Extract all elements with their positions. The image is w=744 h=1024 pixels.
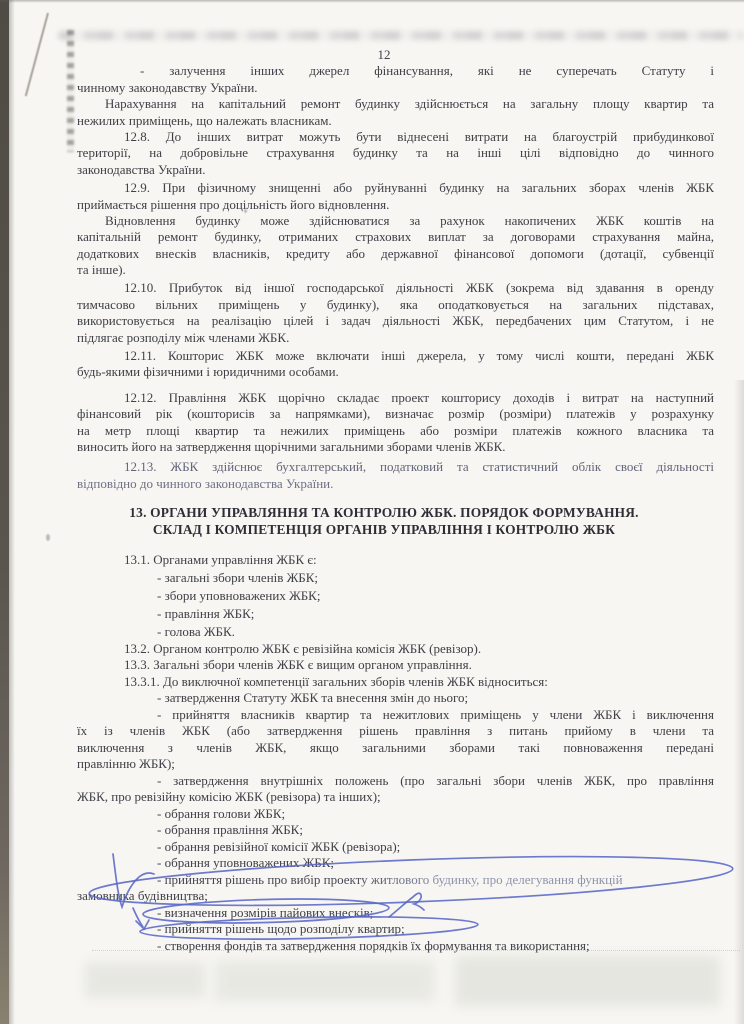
- text-line: Нарахування на капітальний ремонт будинку здійснюється на загальну площу квартир та: [105, 96, 714, 112]
- text-line: нежилих приміщень, що належать власникам.: [77, 112, 332, 128]
- text-line: 12.12. Правління ЖБК щорічно складає проект кошторису доходів і витрат на наступний: [124, 389, 714, 405]
- list-item: - збори уповноважених ЖБК;: [157, 587, 321, 603]
- list-item: - обрання уповноважених ЖБК;: [157, 855, 335, 871]
- text-line: 12.9. При фізичному знищенні або руйнуванні будинку на загальних зборах членів ЖБК: [124, 180, 714, 196]
- text-line: чинному законодавству України.: [77, 79, 258, 95]
- text-line: правлінню ЖБК);: [77, 756, 175, 772]
- text-line: їх із членів ЖБК (або затвердження рішень правління з питань прийому в члени та: [77, 723, 714, 739]
- list-item: - створення фондів та затвердження порядків їх формування та використання;: [157, 937, 590, 953]
- text-line: - залучення інших джерел фінансування, які не суперечать Статуту і: [140, 63, 714, 79]
- text-line: приймається рішення про доцільність його відновлення.: [77, 196, 390, 212]
- scan-speck: [46, 534, 50, 541]
- text-line: Відновлення будинку може здійснюватися за рахунок накопичених ЖБК коштів на: [105, 212, 714, 228]
- bleedthrough-blob: [85, 962, 205, 998]
- scan-smear-top: [58, 31, 744, 40]
- section-heading-line-1: 13. ОРГАНИ УПРАВЛЯННЯ ТА КОНТРОЛЮ ЖБК. ПОРЯДОК ФОРМУВАННЯ.: [129, 505, 639, 521]
- list-item: - обрання правління ЖБК;: [157, 822, 303, 838]
- text-line: 13.3. Загальні збори членів ЖБК є вищим органом управління.: [124, 657, 472, 673]
- text-line: підлягає розподілу між членами ЖБК.: [77, 329, 290, 345]
- text-line: 13.2. Органом контролю ЖБК є ревізійна комісія ЖБК (ревізор).: [124, 640, 482, 656]
- text-line: ЖБК, про ревізійну комісію ЖБК (ревізора) та інших);: [77, 789, 381, 805]
- list-item: - затвердження Статуту ЖБК та внесення змін до нього;: [157, 690, 469, 706]
- list-item-circled: - визначення розмірів пайових внесків;: [157, 904, 374, 920]
- bleedthrough-blob: [215, 960, 435, 1002]
- page-number: 12: [377, 47, 391, 62]
- list-item: - загальні збори членів ЖБК;: [157, 569, 319, 585]
- list-item-circled: - прийняття рішень щодо розподілу квартир;: [157, 921, 405, 937]
- section-13-body: [77, 552, 714, 954]
- paper-edge-right: [734, 380, 744, 1024]
- text-line: 13.1. Органами управління ЖБК є:: [124, 552, 317, 568]
- text-line: 12.13. ЖБК здійснює бухгалтерський, податковий та статистичний облік своєї діяльності: [124, 459, 714, 475]
- list-item: - правління ЖБК;: [157, 605, 255, 621]
- text-line: та інше).: [77, 262, 126, 278]
- list-item-circled: - прийняття рішень про вибір проекту житлового будинку, про делегування функцій: [77, 872, 714, 889]
- text-line: виключення з членів ЖБК, якщо загальними зборами такі повноваження передані: [77, 739, 714, 755]
- text-line: 12.10. Прибуток від іншої господарської діяльності ЖБК (зокрема від здавання в оренду: [124, 280, 714, 296]
- text-line: додаткових внесків власників, кредиту або державної фінансової допомоги (дотації, субвенції: [77, 245, 714, 261]
- section-heading-line-2: СКЛАД І КОМПЕТЕНЦІЯ ОРГАНІВ УПРАВЛІННЯ І КОНТРОЛЮ ЖБК: [152, 522, 616, 538]
- text-line: на метр площі квартир та нежилих приміщень або розміри платежів кожного власника та: [77, 422, 714, 438]
- text-line: 13.3.1. До виключної компетенції загальних зборів членів ЖБК відноситься:: [124, 673, 548, 689]
- text-line: відповідно до чинного законодавства України.: [77, 475, 334, 491]
- text-line: капітальній ремонт будинку, отриманих страхових виплат за договорами страхування майна,: [77, 229, 714, 245]
- crease-line: [25, 13, 49, 97]
- text-line: 12.11. Кошторис ЖБК може включати інші джерела, у тому числі кошти, передані ЖБК: [124, 348, 714, 364]
- text-line: території, на добровільне страхування будинку та на інші цілі відповідно до чинного: [77, 145, 714, 161]
- list-item: - прийняття власників квартир та нежитлових приміщень у члени ЖБК і виключення: [157, 706, 714, 722]
- text-line: виносить його на затвердження щорічними загальними зборами членів ЖБК.: [77, 438, 506, 454]
- bleedthrough-blob: [455, 956, 720, 1006]
- list-item: - обрання ревізійної комісії ЖБК (ревізора);: [157, 838, 401, 854]
- text-line: тимчасово вільних приміщень у будинку), яка оподатковується на загальних підставах,: [77, 296, 714, 312]
- paper-edge-top: [0, 0, 744, 3]
- text-line: 12.8. До інших витрат можуть бути віднесені витрати на благоустрій прибудинкової: [124, 128, 714, 144]
- text-line: законодавства України.: [77, 161, 206, 177]
- list-item: - обрання голови ЖБК;: [157, 805, 286, 821]
- text-line: фінансовий рік (кошторисів за напрямками), визначає розмір (розміри) платежів у розрахунку: [77, 406, 714, 422]
- list-item: - затвердження внутрішніх положень (про загальні збори членів ЖБК, про правління: [157, 772, 714, 788]
- paper-edge-left: [0, 0, 9, 1024]
- text-line: будь-якими фізичними і юридичними особами.: [77, 364, 339, 380]
- list-item: - голова ЖБК.: [157, 623, 235, 639]
- text-line: використовується на реалізацію цілей і задач діяльності ЖБК, передбачених цим Статутом, і не: [77, 313, 714, 329]
- document-text: [77, 47, 714, 954]
- text-line: замовника будівництва;: [77, 888, 208, 904]
